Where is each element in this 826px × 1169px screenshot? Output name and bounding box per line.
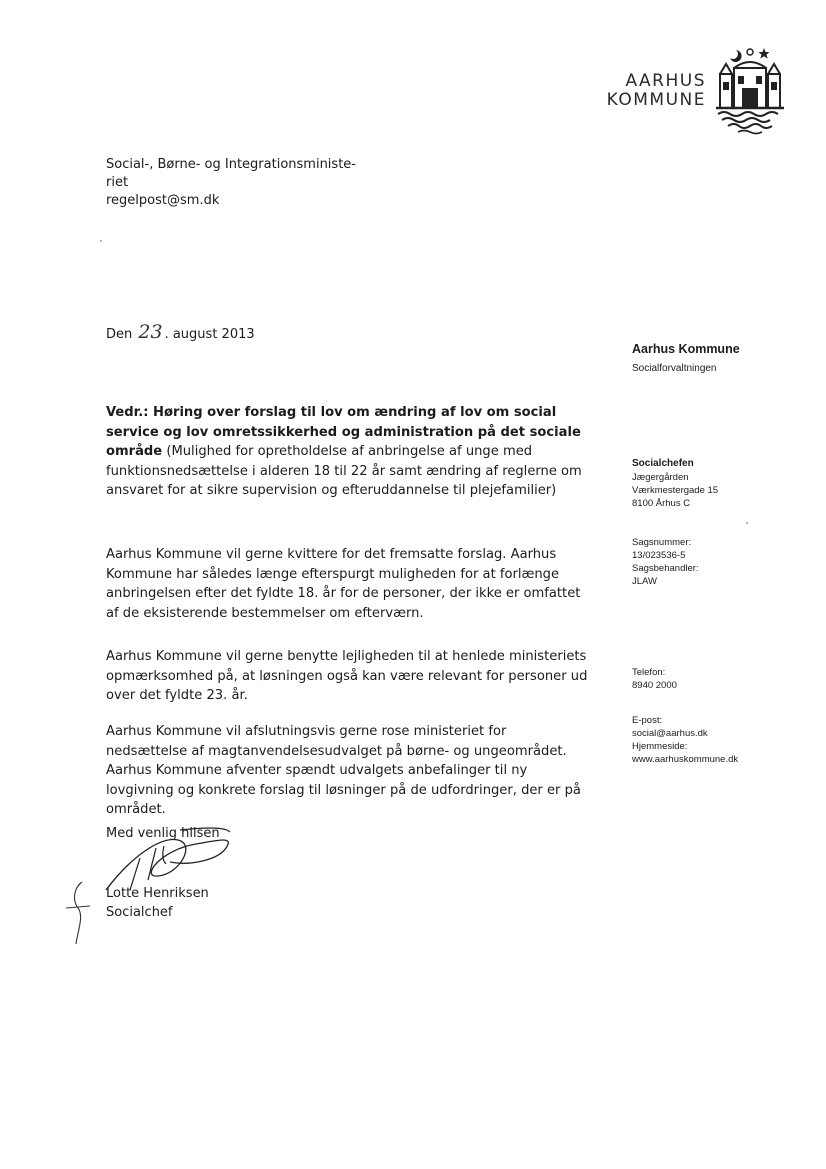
sidebar-department: Socialforvaltningen	[632, 363, 717, 374]
date-prefix: Den	[106, 327, 133, 342]
coat-of-arms-icon	[712, 44, 788, 140]
phone-number: 8940 2000	[632, 680, 677, 691]
recipient-email: regelpost@sm.dk	[106, 193, 220, 208]
body-paragraph-2: Aarhus Kommune vil gerne benytte lejligheden til at henlede ministeriets opmærksomhed på, at løsningen også kan være relevant for personer ud over det fyldte 23. år.	[106, 649, 588, 704]
scan-speck	[746, 522, 748, 524]
email-label: E-post:	[632, 715, 663, 726]
sidebar-address-line-3: 8100 Århus C	[632, 498, 691, 509]
website-address: www.aarhuskommune.dk	[632, 754, 739, 765]
email-address: social@aarhus.dk	[632, 728, 708, 739]
sidebar-office-head: Socialchefen	[632, 458, 694, 469]
sidebar-address-line-1: Jægergården	[632, 472, 689, 483]
recipient-line-1: Social-, Børne- og Integrationsministe-	[106, 157, 356, 172]
body-paragraph-1: Aarhus Kommune vil gerne kvittere for det fremsatte forslag. Aarhus Kommune har således længe efterspurgt muligheden for at forlænge anbringelsen efter det fyldte 18. år for de personer, der ikke er omfattet af de eksisterende bestemmelser om efterværn.	[106, 547, 581, 621]
case-officer-label: Sagsbehandler:	[632, 563, 699, 574]
sidebar-org-name: Aarhus Kommune	[632, 342, 740, 356]
phone-label: Telefon:	[632, 667, 666, 678]
recipient-block	[106, 156, 406, 210]
case-officer: JLAW	[632, 576, 657, 587]
sidebar-case-block	[632, 536, 699, 588]
subject-paragraph	[106, 403, 590, 501]
signatory-name: Lotte Henriksen	[106, 886, 209, 901]
sidebar-phone-block	[632, 666, 677, 692]
website-label: Hjemmeside:	[632, 741, 688, 752]
signatory-title: Socialchef	[106, 905, 173, 920]
letter-date	[106, 322, 255, 345]
case-number-label: Sagsnummer:	[632, 537, 692, 548]
logo-line-1: AARHUS	[625, 71, 706, 91]
logo-wordmark	[560, 72, 706, 110]
sidebar-address-line-2: Værkmestergade 15	[632, 485, 719, 496]
sidebar-contact-block	[632, 714, 738, 766]
recipient-line-2: riet	[106, 175, 129, 190]
initial-mark	[60, 878, 100, 952]
subject-heading: Vedr.: Høring over forslag til lov om ændring af lov om social service og lov omretssikkerhed og administration på det sociale område	[106, 405, 581, 460]
scan-speck	[100, 240, 102, 242]
subject-detail: (Mulighed for opretholdelse af anbringelse af unge med funktionsnedsættelse i alderen 18 til 22 år samt ændring af reglerne om ansvaret for at sikre supervision og efteruddannelse til plejefamilier)	[106, 444, 582, 499]
date-day-handwritten: 23	[138, 321, 163, 343]
logo-line-2: KOMMUNE	[606, 90, 706, 110]
body-paragraph-3: Aarhus Kommune vil afslutningsvis gerne rose ministeriet for nedsættelse af magtanvendelsesudvalget på børne- og ungeområdet. Aarhus Kommune afventer spændt udvalgets anbefalinger til ny lovgivning og konkrete forslag til løsninger på de udfordringer, der er på området.	[106, 724, 581, 818]
case-number: 13/023536-5	[632, 550, 686, 561]
sidebar-address-block	[632, 457, 718, 510]
closing-greeting: Med venlig hilsen	[106, 826, 220, 841]
date-suffix: . august 2013	[164, 327, 255, 342]
